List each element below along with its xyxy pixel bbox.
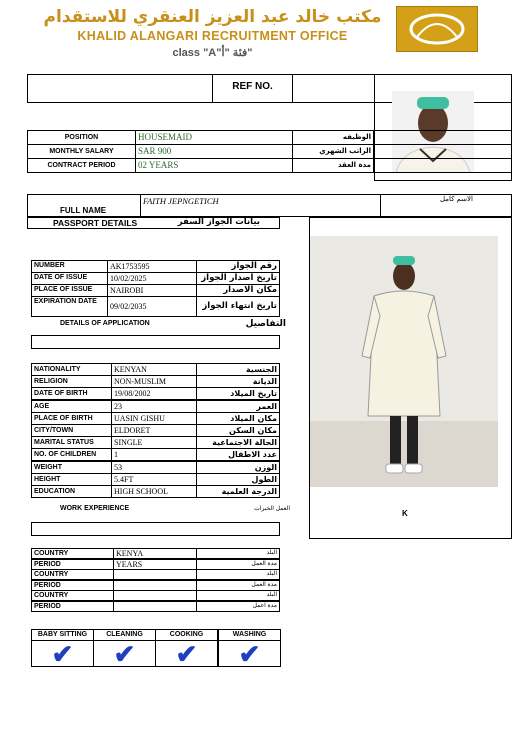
full-name-arabic: الاسم كامل	[440, 196, 473, 203]
passport-label: EXPIRATION DATE	[31, 296, 108, 317]
personal-arabic: الدرجة العلمية	[196, 485, 280, 498]
experience-arabic: مدة العمل	[196, 580, 280, 591]
personal-value: 1	[111, 448, 197, 461]
office-name-arabic: مكتب خالد عبد العزيز العنقري للاستقدام	[43, 7, 382, 27]
office-name-english: KHALID ALANGARI RECRUITMENT OFFICE	[77, 29, 348, 43]
personal-label: DATE OF BIRTH	[31, 387, 112, 400]
personal-label: AGE	[31, 400, 112, 413]
experience-label: PERIOD	[31, 580, 114, 591]
passport-value: 10/02/2025	[107, 272, 197, 285]
personal-value: KENYAN	[111, 363, 197, 376]
experience-value	[113, 590, 197, 601]
experience-value	[113, 601, 197, 612]
personal-value: UASIN GISHU	[111, 412, 197, 425]
passport-heading: PASSPORT DETAILS	[53, 218, 138, 228]
experience-value	[113, 569, 197, 580]
personal-label: WEIGHT	[31, 461, 112, 474]
full-name-label: FULL NAME	[60, 206, 107, 215]
passport-label: NUMBER	[31, 260, 108, 273]
experience-label: COUNTRY	[31, 548, 114, 559]
experience-label: COUNTRY	[31, 569, 114, 580]
passport-heading-arabic: بيانات الجواز السفر	[177, 217, 260, 227]
personal-arabic: مكان الميلاد	[196, 412, 280, 425]
work-experience-heading: WORK EXPERIENCE	[60, 505, 130, 512]
work-experience-blank	[31, 522, 280, 536]
personal-arabic: مكان السكن	[196, 424, 280, 437]
personal-label: NO. OF CHILDREN	[31, 448, 112, 461]
personal-arabic: العمر	[196, 400, 280, 413]
experience-arabic: البلد	[196, 548, 280, 559]
passport-arabic: تاريخ انتهاء الجواز	[196, 296, 280, 317]
passport-label: DATE OF ISSUE	[31, 272, 108, 285]
skill-label: COOKING	[155, 629, 218, 641]
passport-value: 09/02/2035	[107, 296, 197, 317]
application-heading-arabic: التفاصيل	[245, 319, 286, 329]
job-arabic: الوظيفه	[292, 130, 374, 145]
personal-label: EDUCATION	[31, 485, 112, 498]
job-value: HOUSEMAID	[135, 130, 293, 145]
personal-arabic: الطول	[196, 473, 280, 486]
personal-value: NON-MUSLIM	[111, 375, 197, 388]
personal-value: 5.4FT	[111, 473, 197, 486]
personal-arabic: تاريخ الميلاد	[196, 387, 280, 400]
experience-label: PERIOD	[31, 601, 114, 612]
personal-value: SINGLE	[111, 436, 197, 449]
personal-label: PLACE OF BIRTH	[31, 412, 112, 425]
personal-label: HEIGHT	[31, 473, 112, 486]
skill-check-icon: ✔	[155, 640, 218, 667]
job-arabic: مدة العقد	[292, 158, 374, 173]
passport-value: NAIROBI	[107, 284, 197, 297]
skill-label: BABY SITTING	[31, 629, 94, 641]
personal-arabic: الحالة الاجتماعية	[196, 436, 280, 449]
personal-arabic: الوزن	[196, 461, 280, 474]
passport-value: AK1753595	[107, 260, 197, 273]
skill-check-icon: ✔	[218, 640, 281, 667]
experience-arabic: البلد	[196, 590, 280, 601]
skill-check-icon: ✔	[93, 640, 156, 667]
job-value: 02 YEARS	[135, 158, 293, 173]
personal-label: MARITAL STATUS	[31, 436, 112, 449]
personal-value: 53	[111, 461, 197, 474]
work-experience-heading-arabic: العمل الخبرات	[254, 506, 290, 512]
full-name-value: FAITH JEPNGETICH	[143, 196, 219, 206]
job-extra	[373, 144, 512, 159]
application-blank	[31, 335, 280, 349]
experience-label: PERIOD	[31, 559, 114, 570]
passport-arabic: تاريخ اصدار الجواز	[196, 272, 280, 285]
job-extra	[373, 158, 512, 173]
skill-label: WASHING	[218, 629, 281, 641]
personal-value: ELDORET	[111, 424, 197, 437]
personal-label: RELIGION	[31, 375, 112, 388]
personal-value: HIGH SCHOOL	[111, 485, 197, 498]
job-value: SAR 900	[135, 144, 293, 159]
job-label: MONTHLY SALARY	[27, 144, 136, 159]
skill-check-icon: ✔	[31, 640, 94, 667]
personal-arabic: عدد الاطفال	[196, 448, 280, 461]
office-class: class "A"فئة "أ"	[172, 47, 253, 59]
passport-arabic: مكان الاصدار	[196, 284, 280, 297]
experience-label: COUNTRY	[31, 590, 114, 601]
application-heading: DETAILS OF APPLICATION	[60, 320, 150, 327]
skill-label: CLEANING	[93, 629, 156, 641]
job-label: CONTRACT PERIOD	[27, 158, 136, 173]
experience-arabic: البلد	[196, 569, 280, 580]
personal-label: NATIONALITY	[31, 363, 112, 376]
job-extra	[373, 130, 512, 145]
personal-arabic: الجنسية	[196, 363, 280, 376]
photo-caption: K	[402, 509, 408, 518]
logo-emblem-icon	[397, 7, 477, 51]
ref-no-label: REF NO.	[232, 81, 273, 92]
job-label: POSITION	[27, 130, 136, 145]
personal-label: CITY/TOWN	[31, 424, 112, 437]
office-logo	[396, 6, 478, 52]
experience-arabic: مدة العمل	[196, 559, 280, 570]
experience-value: YEARS	[113, 559, 197, 570]
passport-arabic: رقم الجواز	[196, 260, 280, 273]
experience-arabic: مدة اعمل	[196, 601, 280, 612]
personal-value: 23	[111, 400, 197, 413]
personal-arabic: الديانة	[196, 375, 280, 388]
personal-value: 19/08/2002	[111, 387, 197, 400]
passport-label: PLACE OF ISSUE	[31, 284, 108, 297]
experience-value: KENYA	[113, 548, 197, 559]
job-arabic: الراتب الشهري	[292, 144, 374, 159]
full-body-photo	[310, 236, 498, 487]
